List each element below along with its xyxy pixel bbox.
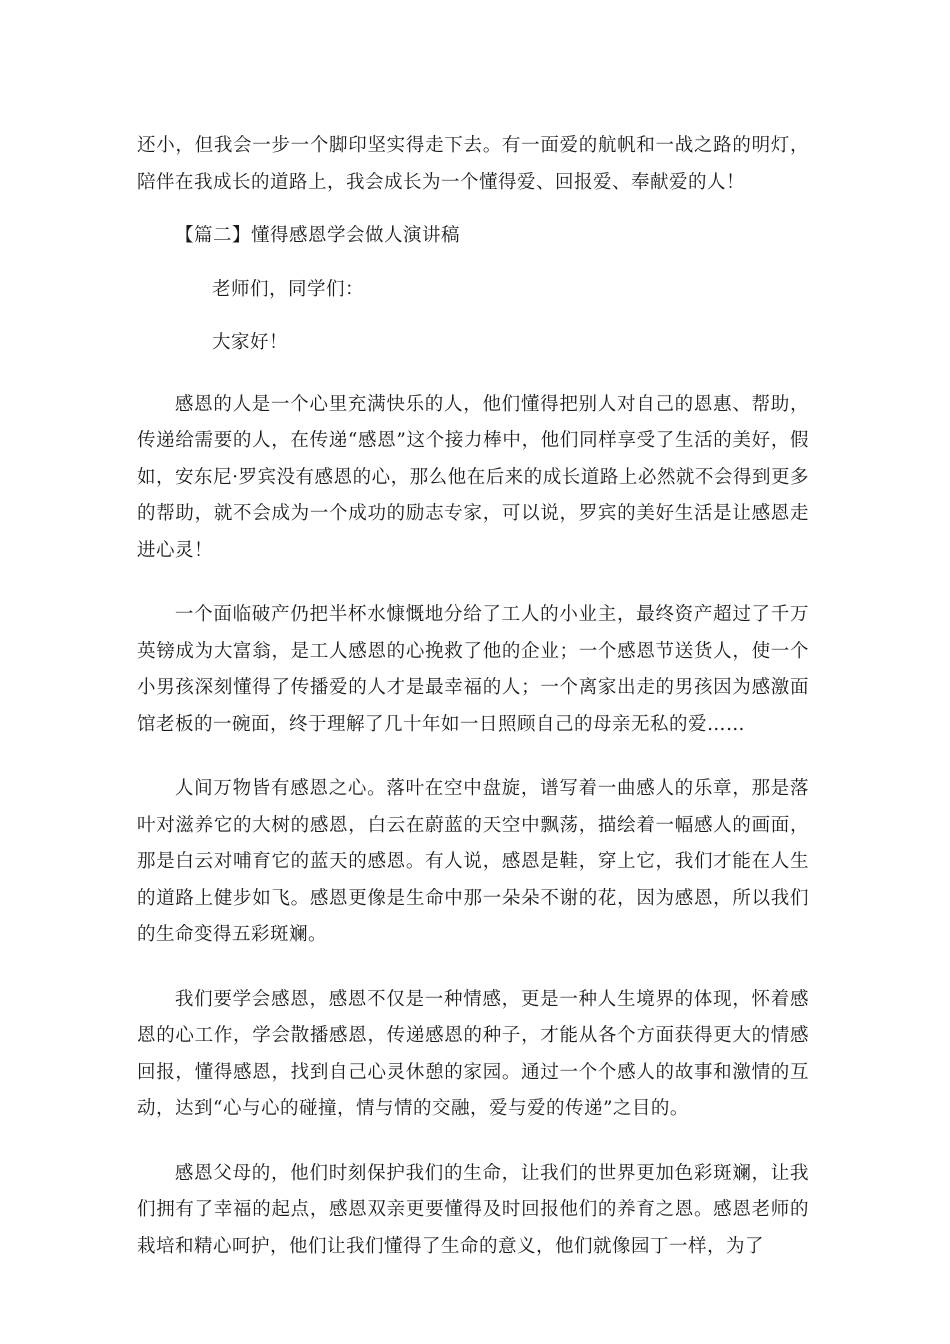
paragraph-continuation: 还小，但我会一步一个脚印坚实得走下去。有一面爱的航帆和一战之路的明灯，陪伴在我成长的道路上，我会成长为一个懂得爱、回报爱、奉献爱的人！ [137,135,809,193]
greeting: 大家好！ [212,332,289,353]
paragraph: 感恩的人是一个心里充满快乐的人，他们懂得把别人对自己的恩惠、帮助，传递给需要的人，在传递“感恩”这个接力棒中，他们同样享受了生活的美好，假如，安东尼·罗宾没有感恩的心，那么他在后来的成长道路上必然就不会得到更多的帮助，就不会成为一个成功的励志专家，可以说，罗宾的美好生活是让感恩走进心灵！ [137,393,809,561]
paragraph: 感恩父母的，他们时刻保护我们的生命，让我们的世界更加色彩斑斓，让我们拥有了幸福的起点，感恩双亲更要懂得及时回报他们的养育之恩。感恩老师的栽培和精心呵护，他们让我们懂得了生命的意义，他们就像园丁一样，为了 [137,1162,809,1257]
salutation: 老师们，同学们： [212,278,365,300]
paragraph: 我们要学会感恩，感恩不仅是一种情感，更是一种人生境界的体现，怀着感恩的心工作，学会散播感恩，传递感恩的种子，才能从各个方面获得更大的情感回报，懂得感恩，找到自己心灵休憩的家园。通过一个个感人的故事和激情的互动，达到“心与心的碰撞，情与情的交融，爱与爱的传递”之目的。 [137,988,809,1119]
section-heading: 【篇二】懂得感恩学会做人演讲稿 [175,225,461,246]
paragraph: 人间万物皆有感恩之心。落叶在空中盘旋，谱写着一曲感人的乐章，那是落叶对滋养它的大树的感恩，白云在蔚蓝的天空中飘荡，描绘着一幅感人的画面，那是白云对哺育它的蓝天的感恩。有人说，感恩是鞋，穿上它，我们才能在人生的道路上健步如飞。感恩更像是生命中那一朵朵不谢的花，因为感恩，所以我们的生命变得五彩斑斓。 [137,778,809,945]
paragraph: 一个面临破产仍把半杯水慷慨地分给了工人的小业主，最终资产超过了千万英镑成为大富翁，是工人感恩的心挽救了他的企业；一个感恩节送货人，使一个小男孩深刻懂得了传播爱的人才是最幸福的人；一个离家出走的男孩因为感激面馆老板的一碗面，终于理解了几十年如一日照顾自己的母亲无私的爱…… [137,604,809,735]
document-body [137,128,809,1265]
